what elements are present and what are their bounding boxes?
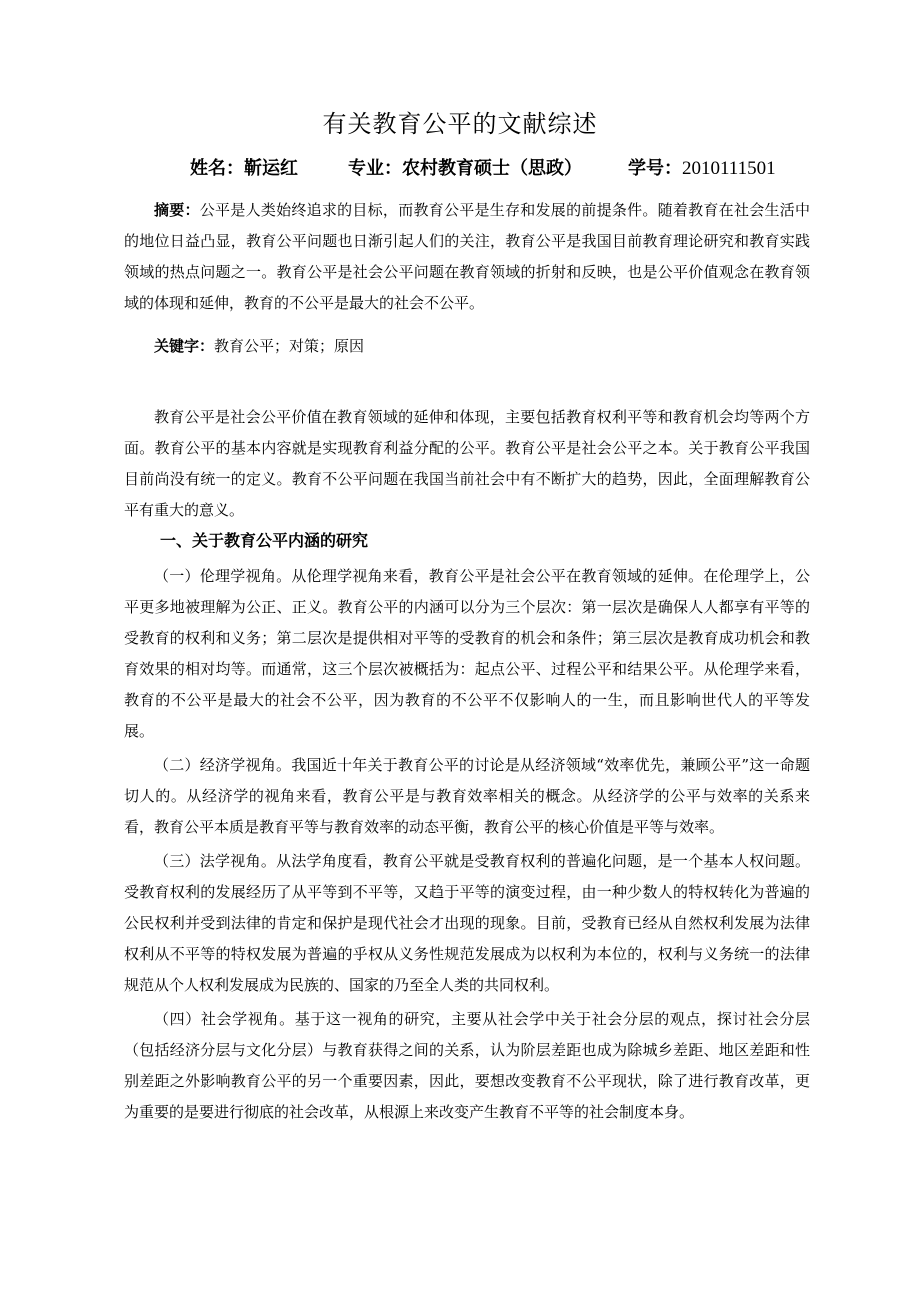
intro-paragraph: 教育公平是社会公平价值在教育领域的延伸和体现，主要包括教育权利平等和教育机会均等两个方面。教育公平的基本内容就是实现教育利益分配的公平。教育公平是社会公平之本。关于教育公平我国目前尚没有统一的定义。教育不公平问题在我国当前社会中有不断扩大的趋势，因此，全面理解教育公平有重大的意义。: [124, 408, 810, 519]
abstract: [124, 195, 810, 319]
author-major: 专业：农村教育硕士（思政）: [348, 158, 582, 179]
abstract-label: 摘要：: [154, 201, 200, 219]
section-paragraph-economics: （二）经济学视角。我国近十年关于教育公平的讨论是从经济领域“效率优先，兼顾公平”这一命题切人的。从经济学的视角来看，教育公平是与教育效率相关的概念。从经济学的公平与效率的关系来看，教育公平本质是教育平等与教育效率的动态平衡，教育公平的核心价值是平等与效率。: [124, 756, 810, 836]
author-name: 姓名：靳运红: [190, 158, 298, 179]
document-title: 有关教育公平的文献综述: [322, 110, 598, 138]
keywords-text: 教育公平；对策；原因: [214, 337, 365, 355]
section-paragraph-ethics: （一）伦理学视角。从伦理学视角来看，教育公平是社会公平在教育领域的延伸。在伦理学上，公平更多地被理解为公正、正义。教育公平的内涵可以分为三个层次：第一层次是确保人人都享有平等的受教育的权利和义务；第二层次是提供相对平等的受教育的机会和条件；第三层次是教育成功机会和教育效果的相对均等。而通常，这三个层次被概括为：起点公平、过程公平和结果公平。从伦理学来看，教育的不公平是最大的社会不公平，因为教育的不公平不仅影响人的一生，而且影响世代人的平等发展。: [124, 567, 810, 740]
section-list: [124, 561, 810, 1131]
author-info: [190, 154, 830, 180]
keywords: [124, 331, 810, 362]
section-paragraph-sociology: （四）社会学视角。基于这一视角的研究，主要从社会学中关于社会分层的观点，探讨社会分层（包括经济分层与文化分层）与教育获得之间的关系，认为阶层差距也成为除城乡差距、地区差距和性别差距之外影响教育公平的另一个重要因素，因此，要想改变教育不公平现状，除了进行教育改革，更为重要的是要进行彻底的社会改革，从根源上来改变产生教育不平等的社会制度本身。: [124, 1010, 810, 1121]
student-id-label: 学号：: [628, 158, 682, 179]
section-paragraph-law: （三）法学视角。从法学角度看，教育公平就是受教育权利的普遍化问题，是一个基本人权问题。受教育权利的发展经历了从平等到不平等，又趋于平等的演变过程，由一种少数人的特权转化为普遍的公民权利并受到法律的肯定和保护是现代社会才出现的现象。目前，受教育已经从自然权利发展为法律权利从不平等的特权发展为普遍的乎权从义务性规范发展成为以权利为本位的，权利与义务统一的法律规范从个人权利发展成为民族的、国家的乃至全人类的共同权利。: [124, 852, 810, 994]
keywords-label: 关键字：: [154, 337, 215, 355]
section-heading: 一、关于教育公平内涵的研究: [160, 531, 369, 550]
student-id: 2010111501: [682, 158, 776, 179]
abstract-text: 公平是人类始终追求的目标，而教育公平是生存和发展的前提条件。随着教育在社会生活中的地位日益凸显，教育公平问题也日渐引起人们的关注，教育公平是我国目前教育理论研究和教育实践领域的热点问题之一。教育公平是社会公平问题在教育领域的折射和反映，也是公平价值观念在教育领域的体现和延伸，教育的不公平是最大的社会不公平。: [124, 201, 810, 312]
